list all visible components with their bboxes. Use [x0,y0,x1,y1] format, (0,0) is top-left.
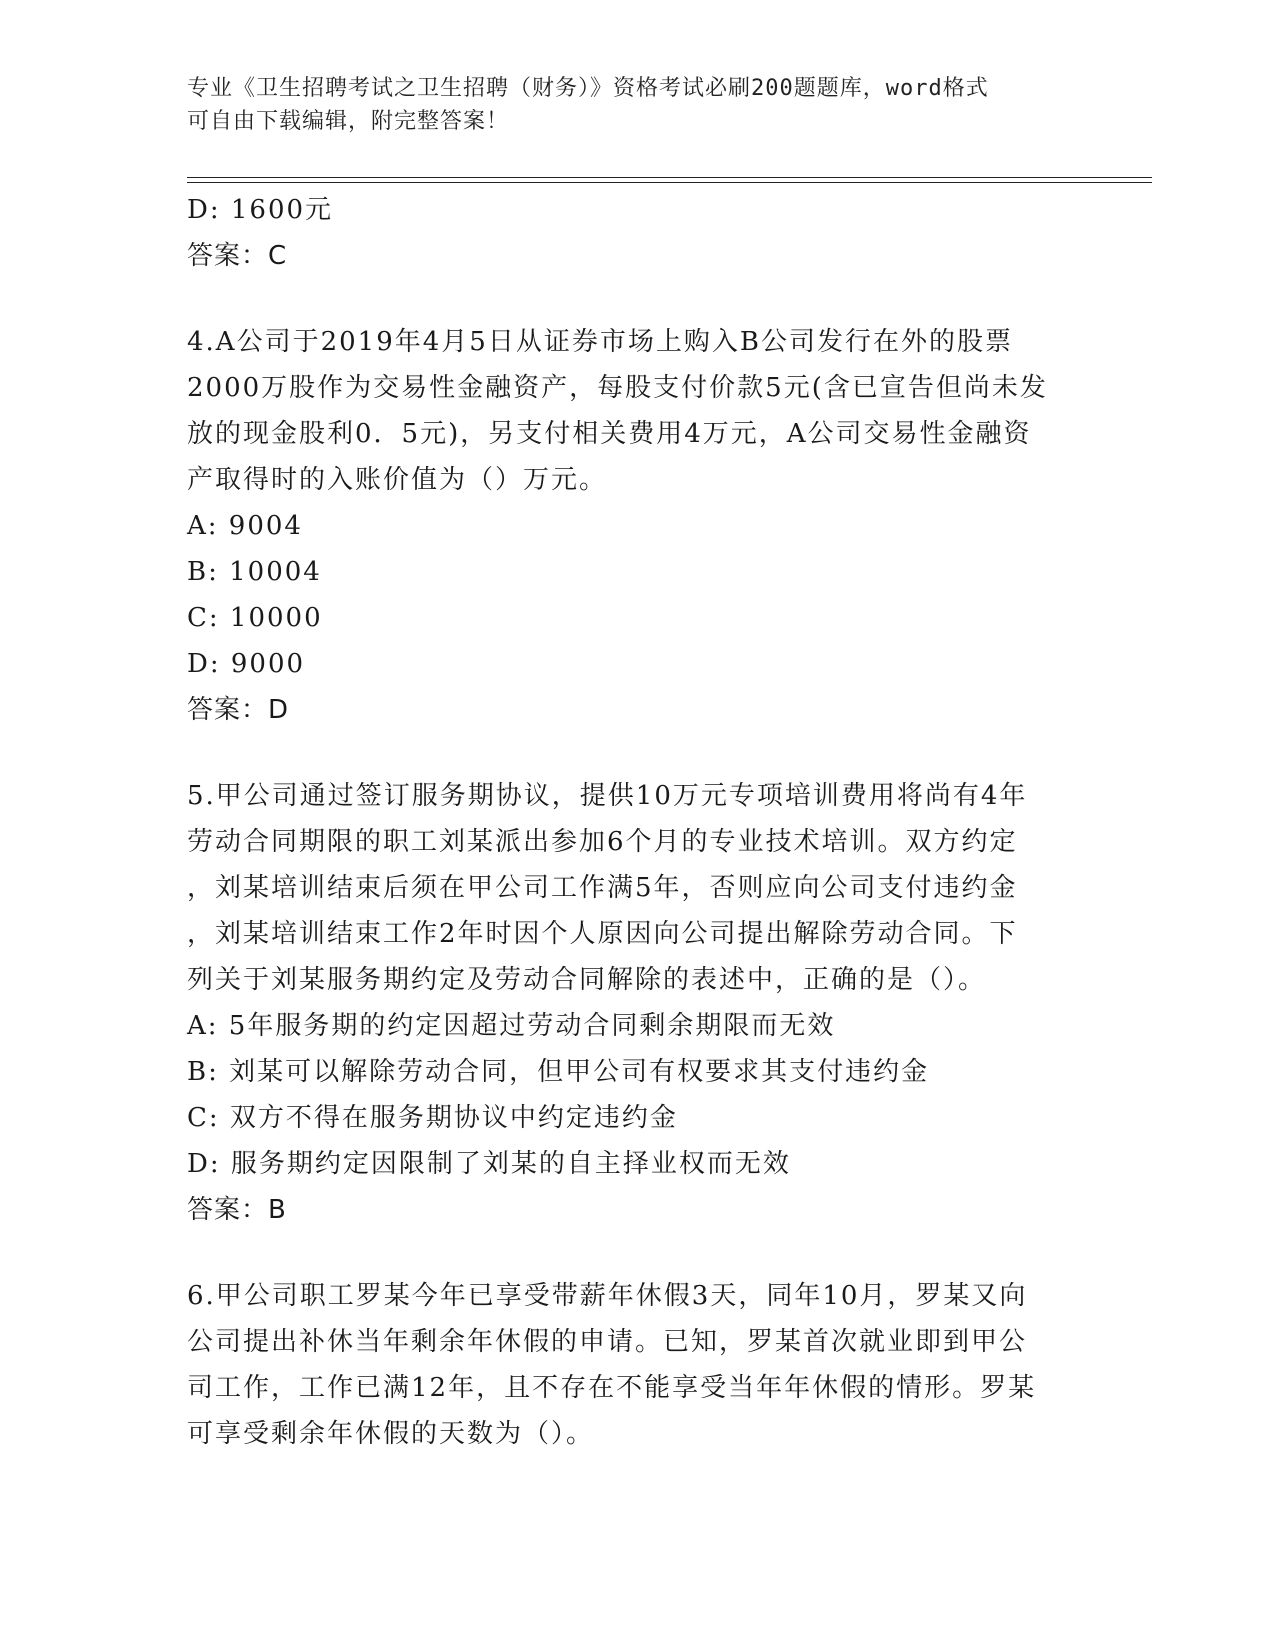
option-a: A: 5年服务期的约定因超过劳动合同剩余期限而无效 [187,1011,836,1041]
question-text-line: ，刘某培训结束工作2年时因个人原因向公司提出解除劳动合同。下 [187,919,1018,949]
question-text-line: 5.甲公司通过签订服务期协议，提供10万元专项培训费用将尚有4年 [187,781,1028,811]
option-c: C: 10000 [187,603,323,633]
question-text-line: 司工作，工作已满12年，且不存在不能享受当年年休假的情形。罗某 [187,1373,1037,1403]
answer-line: 答案：B [187,1195,287,1225]
option-b: B: 10004 [187,557,322,587]
answer-line: 答案：D [187,695,290,725]
header-line-1: 专业《卫生招聘考试之卫生招聘（财务）》资格考试必刷200题题库，word格式 [187,76,989,101]
page-header [187,72,1087,138]
question-4 [187,319,1087,733]
answer-line: 答案：C [187,241,288,271]
question-3-tail [187,187,1087,279]
header-divider-bottom [187,182,1152,183]
option-a: A: 9004 [187,511,303,541]
question-text-line: 4.A公司于2019年4月5日从证券市场上购入B公司发行在外的股票 [187,327,1013,357]
question-5 [187,773,1087,1233]
option-d: D: 服务期约定因限制了刘某的自主择业权而无效 [187,1149,791,1179]
question-text-line: 劳动合同期限的职工刘某派出参加6个月的专业技术培训。双方约定 [187,827,1018,857]
question-text-line: 放的现金股利0．5元)，另支付相关费用4万元，A公司交易性金融资 [187,419,1032,449]
option-c: C: 双方不得在服务期协议中约定违约金 [187,1103,678,1133]
header-divider-top [187,177,1152,178]
question-text-line: 可享受剩余年休假的天数为（）。 [187,1419,595,1449]
question-text-line: 6.甲公司职工罗某今年已享受带薪年休假3天，同年10月，罗某又向 [187,1281,1028,1311]
option-d: D: 1600元 [187,195,334,225]
question-text-line: ，刘某培训结束后须在甲公司工作满5年，否则应向公司支付违约金 [187,873,1018,903]
option-b: B: 刘某可以解除劳动合同，但甲公司有权要求其支付违约金 [187,1057,930,1087]
question-text-line: 2000万股作为交易性金融资产，每股支付价款5元(含已宣告但尚未发 [187,373,1048,403]
question-text-line: 列关于刘某服务期约定及劳动合同解除的表述中，正确的是（）。 [187,965,987,995]
document-body [187,187,1087,1457]
question-text-line: 产取得时的入账价值为（）万元。 [187,465,608,495]
question-6 [187,1273,1087,1457]
header-line-2: 可自由下载编辑，附完整答案！ [187,109,510,134]
question-text-line: 公司提出补休当年剩余年休假的申请。已知，罗某首次就业即到甲公 [187,1327,1028,1357]
option-d: D: 9000 [187,649,306,679]
